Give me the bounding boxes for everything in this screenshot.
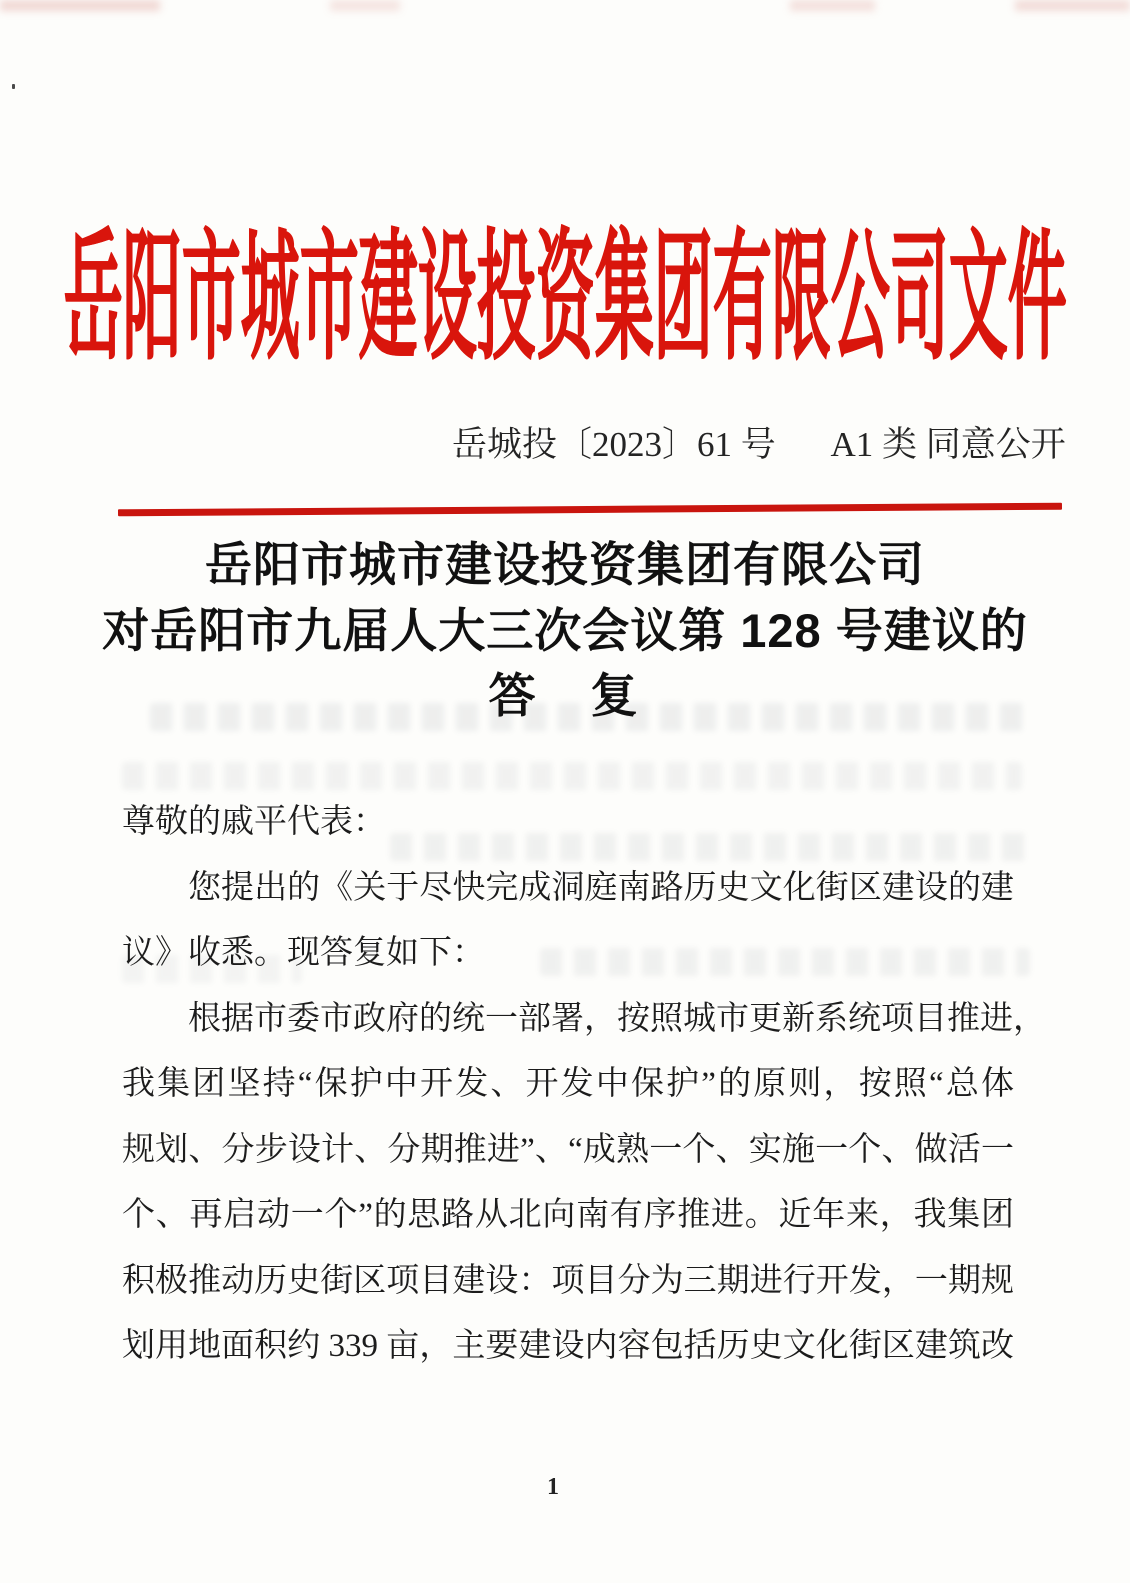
document-title-line2: 对岳阳市九届人大三次会议第 128 号建议的 [102,603,1028,657]
document-title [0,532,1130,729]
document-meta-line [452,424,1066,466]
body-line: 您提出的《关于尽快完成洞庭南路历史文化街区建设的建 [188,869,1014,906]
body-line: 我集团坚持“保护中开发、开发中保护”的原则，按照“总体 [122,1066,1014,1102]
body-text [122,790,1046,1380]
scan-artifact [790,0,875,11]
document-classification: A1 类 同意公开 [830,425,1066,464]
body-paragraphs [122,856,1046,1380]
scan-artifact [330,0,400,11]
body-line: 根据市委市政府的统一部署，按照城市更新系统项目推进， [188,1000,1046,1037]
red-separator-rule [118,503,1062,517]
scan-artifact [1015,0,1130,11]
salutation: 尊敬的戚平代表： [122,804,386,840]
body-line: 规划、分步设计、分期推进”、“成熟一个、实施一个、做活一 [122,1131,1014,1168]
letterhead-org-title: 岳阳市城市建设投资集团有限公司文件 [63,219,1067,378]
body-line: 个、再启动一个”的思路从北向南有序推进。近年来，我集团 [122,1197,1014,1233]
body-line: 划用地面积约 339 亩，主要建设内容包括历史文化街区建筑改 [122,1328,1014,1364]
body-line: 议》收悉。现答复如下： [122,935,485,971]
document-title-line1: 岳阳市城市建设投资集团有限公司 [205,538,925,591]
page-number: 1 [547,1474,559,1500]
scan-speck [12,84,15,89]
scan-artifact [0,0,160,11]
body-line: 积极推动历史街区项目建设：项目分为三期进行开发，一期规 [122,1262,1014,1299]
ink-bleedthrough [122,762,1022,790]
document-number: 岳城投〔2023〕61 号 [452,425,776,464]
document-title-line3: 答 复 [488,669,642,722]
